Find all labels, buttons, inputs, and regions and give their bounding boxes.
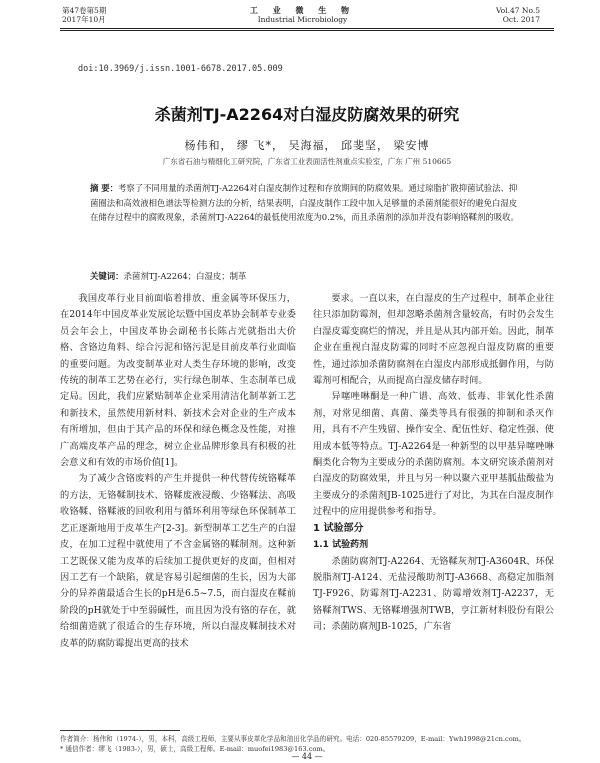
article-title: 杀菌剂TJ-A2264对白湿皮防腐效果的研究	[154, 105, 460, 124]
journal-date-en: Oct. 2017	[502, 15, 540, 24]
body-column-left	[60, 291, 296, 652]
paragraph: 我国皮革行业目前面临着排放、重金属等环保压力，在2014年中国皮革业发展论坛暨中国皮革协会制革专业委员会年会上，中国皮革协会副秘书长陈占光就指出大价格、含铬边角料、综合污泥和铬污泥是目前皮革行业面临的重要问题。为改变制革业对人类生存环境的影响，改变传统的制革工艺势在必行，实行绿色制革、生态制革已成定局。因此，我们应紧贴制革企业采用清洁化制革新工艺和新技术，虽然使用新材料、新技术会对企业的生产成本有所增加，但由于其产品的环保和绿色概念及性能，对推广高端皮革产品的理念，树立企业品牌形象具有积极的社会意义和有效的市场价值[1]。	[60, 293, 296, 469]
journal-name-en: Industrial Microbiology	[257, 15, 348, 24]
paragraph: 异噻唑啉酮是一种广谱、高效、低毒、非氧化性杀菌剂，对常见细菌、真菌、藻类等具有很强的抑制和杀灭作用，具有不产生残留、操作安全、配伍性好、稳定性强、使用成本低等特点。TJ-A2264是一种新型的以甲基异噻唑啉酮类化合物为主要成分的杀菌防腐剂。本文研究该杀菌剂对白湿皮的防腐效果，并且与另一种以聚六亚甲基胍盐酸盐为主要成分的杀菌剂JB-1025进行了对比，为其在白湿皮制作过程中的应用提供参考和指导。	[313, 391, 554, 518]
abstract-label: 摘 要：	[90, 183, 119, 193]
footnote-corresponding: * 通信作者：缪飞（1983-），男，硕士，高级工程师。E-mail：muofei1983@163.com。	[60, 745, 330, 753]
keywords	[90, 269, 524, 283]
abstract-text: 考察了不同用量的杀菌剂TJ-A2264对白湿皮制作过程和存放期间的防腐效果。通过琼脂扩散抑菌试验法、抑菌圈法和高效液相色谱法等检测方法的分析，结果表明，白湿皮制作工段中加入足够量的杀菌剂能很好的避免白湿皮在储存过程中的腐败现象，杀菌剂TJ-A2264的最低使用浓度为0.2%，而且杀菌剂的添加并没有影响铬鞣剂的吸收。	[90, 183, 519, 223]
paragraph: 要求。一直以来，在白湿皮的生产过程中，制革企业往往只添加防霉剂，但却忽略杀菌剂含量较高，有时仍会发生白湿皮霉变腐烂的情况，并且是从其内部开始。因此，制革企业在重视白湿皮防霉的同时不应忽视白湿皮防腐的重要性，通过添加杀菌防腐剂在白湿皮内部形成抵御作用，与防霉剂可相配合，从而提高白湿皮储存时间。	[313, 293, 554, 387]
keywords-text: 杀菌剂TJ-A2264；白湿皮；制革	[123, 271, 247, 281]
journal-issue-info-en	[496, 6, 540, 24]
journal-name-zh: 工 业 微 生 物	[249, 5, 356, 15]
header-rule-thin	[60, 30, 554, 31]
authors: 杨伟和， 缪 飞*， 吴海福， 邱斐坚， 梁安博	[184, 139, 430, 152]
footnote-rule	[60, 730, 180, 731]
footnote-author: 作者简介：杨伟和（1974-），男，本科，高级工程师，主要从事皮革化学品和油田化学品的研究。电话：020-85579209，E-mail：Ywh1998@21cn.com。	[60, 735, 526, 743]
subsection-heading: 1.1 试验药剂	[313, 540, 369, 551]
journal-issue-info	[62, 6, 106, 24]
paragraph: 为了减少含铬废料的产生并提供一种代替传统铬鞣革的方法，无铬鞣制技术、铬鞣废液浸酸、少铬鞣法、高吸收铬鞣、铬鞣液的回收利用与循环利用等绿色环保制革工艺正逐渐地用于皮革生产[2-3]。新型制革工艺生产的白湿皮，在加工过程中就使用了不含金属铬的鞣制剂。这种新工艺既保又能为皮革的后续加工提供更好的皮面，但相对因工艺有一个缺陷，就是容易引起细菌的生长，因为大部分的异养菌最适合生长的pH是6.5~7.5，而白湿皮在鞣前阶段的pH就处于中至弱碱性，而且因为没有铬的存在，就给细菌造就了很适合的生存环境，所以白湿皮鞣制技术对皮革的防腐防霉提出更高的技术	[60, 473, 296, 649]
journal-volume-en: Vol.47 No.5	[495, 6, 540, 15]
paragraph: 杀菌防腐剂TJ-A2264、无铬鞣灰剂TJ-A3604R、环保脱脂剂TJ-A124、无盐浸酸助剂TJ-A3668、高稳定加脂剂TJ-F926、防霉剂TJ-A2231、防霉增效剂TJ-A2237，无铬鞣剂TWS、无铬鞣增强剂TWB，亨江新材料股份有限公司；杀菌防腐剂JB-1025，广东省	[313, 555, 554, 633]
header-rule	[60, 28, 554, 29]
section-heading: 1 试验部分	[313, 522, 364, 534]
abstract	[90, 181, 524, 225]
doi: doi:10.3969/j.issn.1001-6678.2017.05.009	[78, 64, 283, 74]
body-column-right	[313, 291, 554, 636]
keywords-label: 关键词：	[90, 271, 124, 281]
journal-volume: 第47卷第5期	[62, 6, 107, 15]
journal-name	[235, 6, 370, 24]
affiliation: 广东省石油与精细化工研究院，广东省工业表面活性剂重点实验室，广东 广州 510665	[162, 157, 452, 166]
footnotes	[60, 734, 554, 754]
journal-date: 2017年10月	[62, 15, 106, 24]
page-number: — 44 —	[291, 752, 323, 761]
